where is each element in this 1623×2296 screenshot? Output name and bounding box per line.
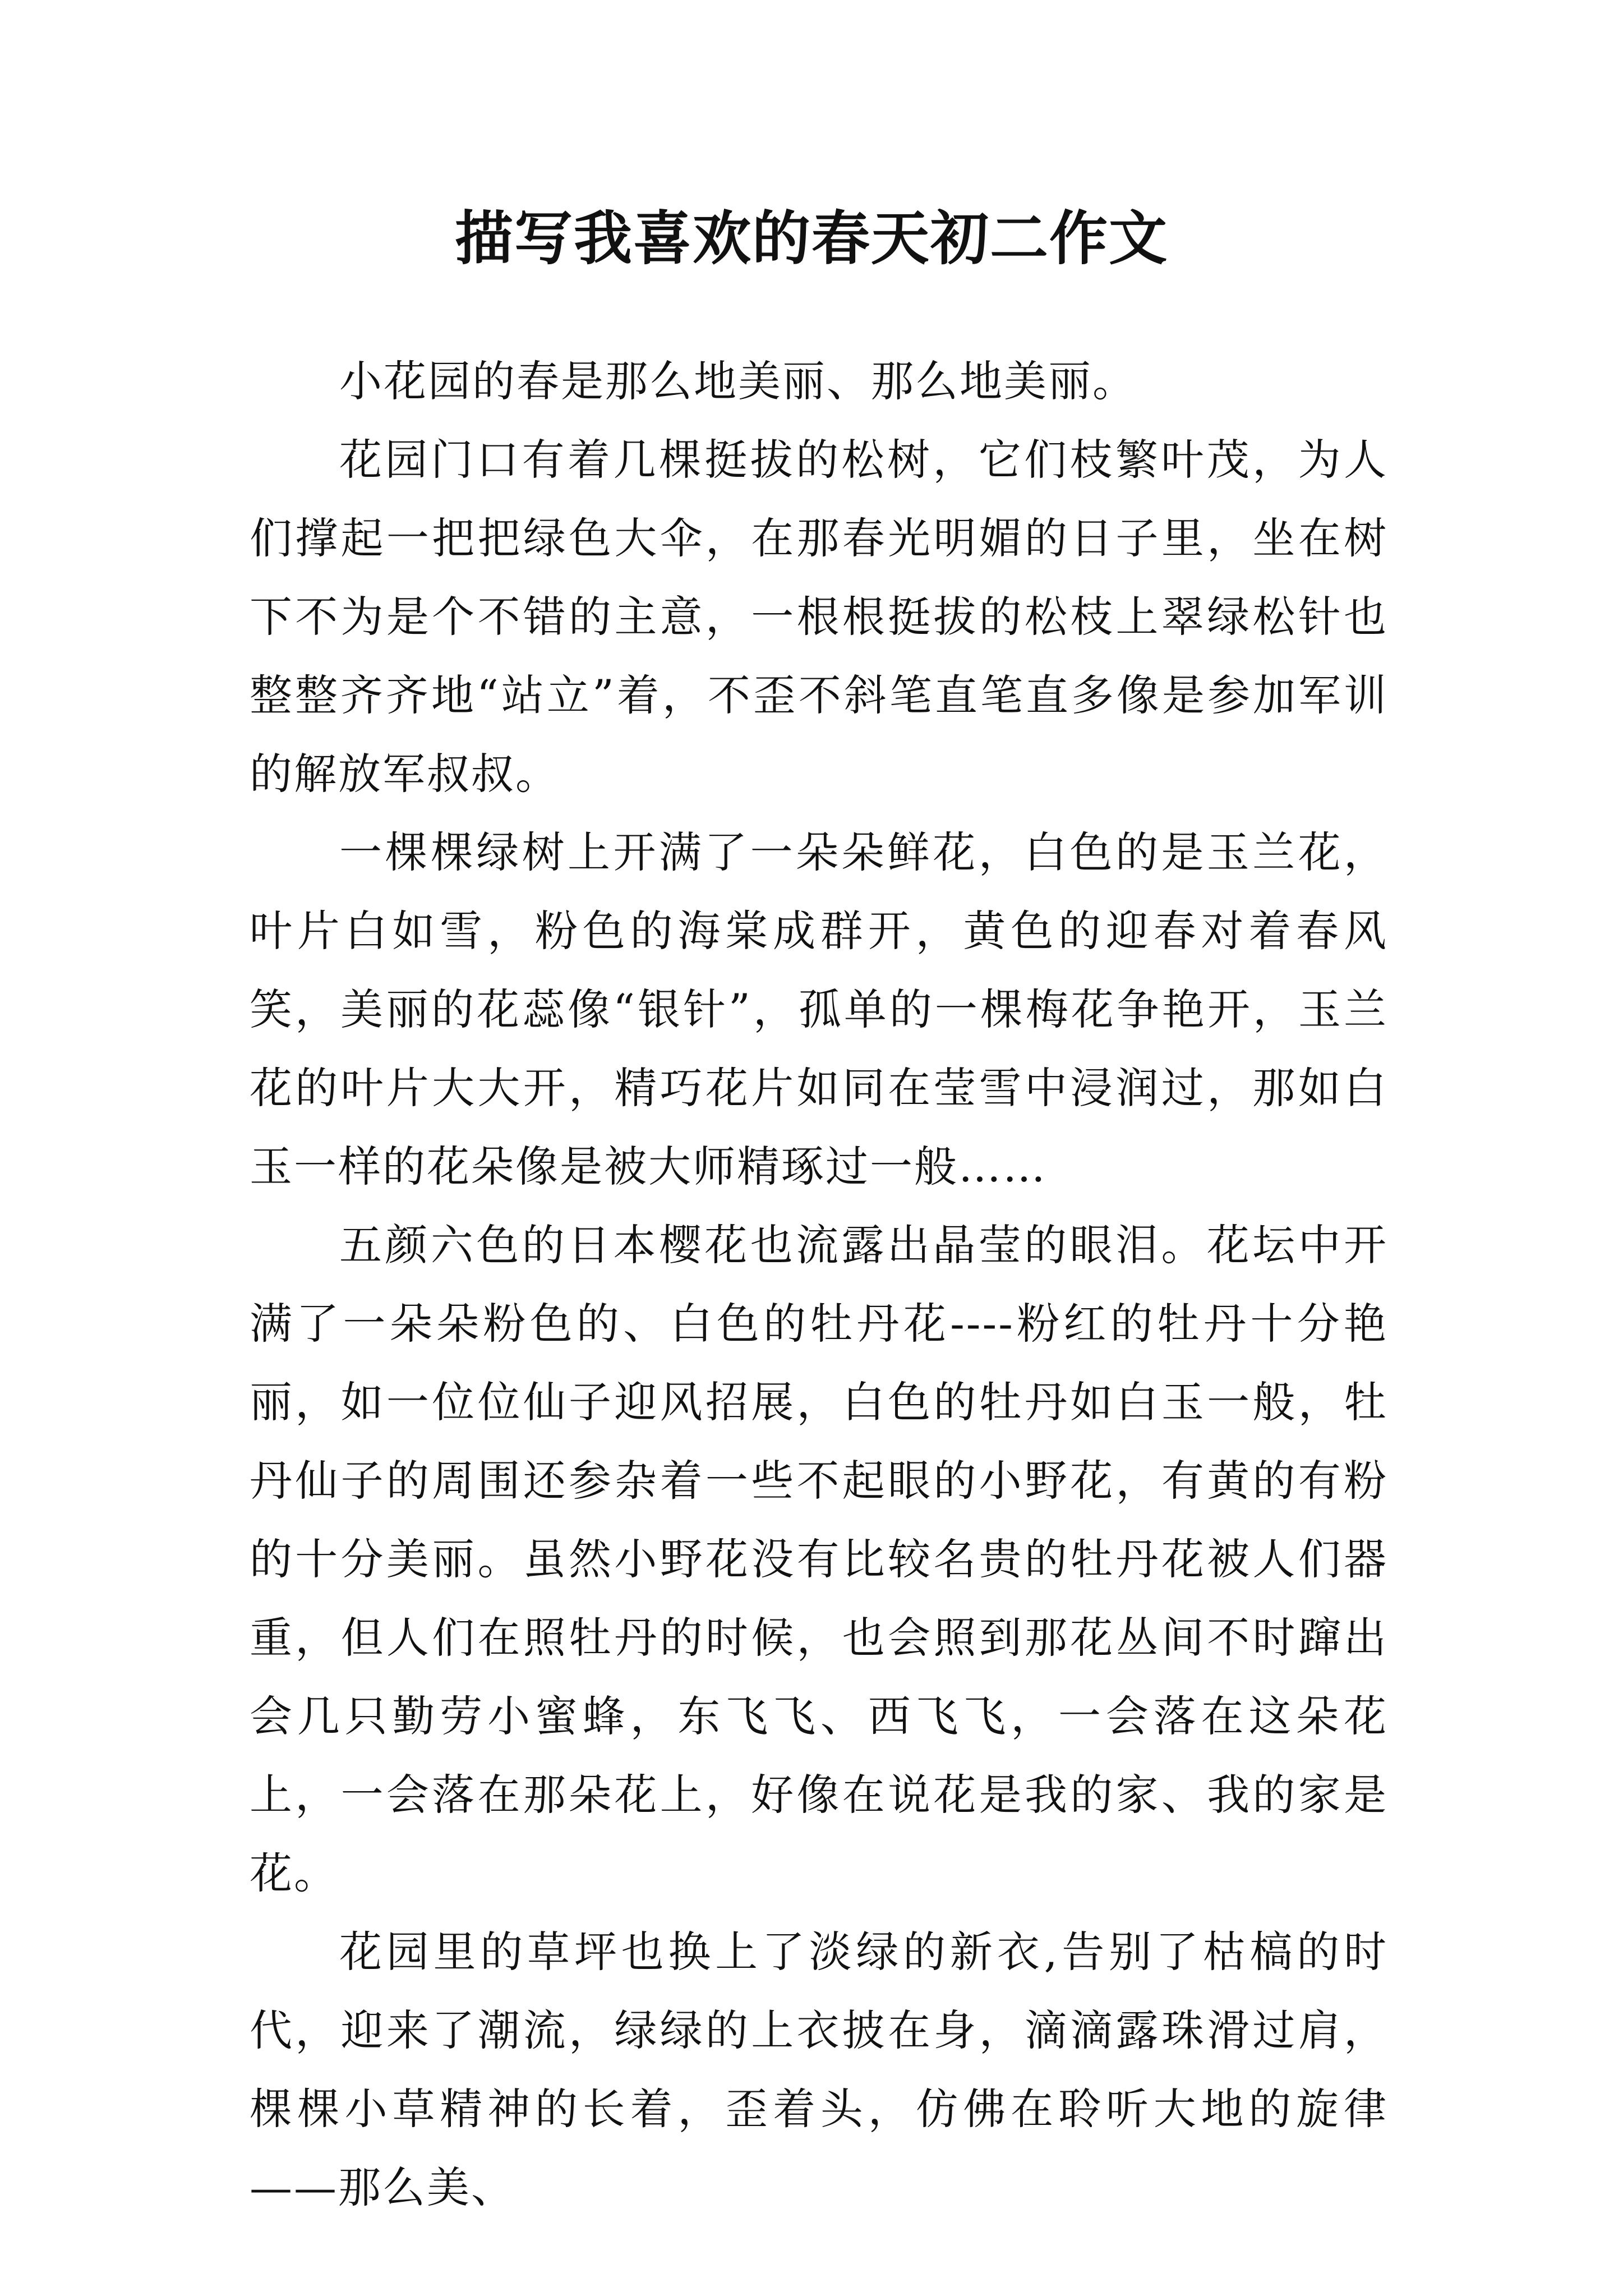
paragraph: 花园门口有着几棵挺拔的松树，它们枝繁叶茂，为人们撑起一把把绿色大伞，在那春光明媚的日子里，坐在树下不为是个不错的主意，一根根挺拔的松枝上翠绿松针也整整齐齐地“站立”着，不歪不斜笔直笔直多像是参加军训的解放军叔叔。 <box>250 435 1388 799</box>
document-body <box>250 342 1388 2227</box>
paragraph: 小花园的春是那么地美丽、那么地美丽。 <box>339 356 1137 406</box>
paragraph: 花园里的草坪也换上了淡绿的新衣,告别了枯槁的时代，迎来了潮流，绿绿的上衣披在身，滴滴露珠滑过肩，棵棵小草精神的长着，歪着头，仿佛在聆听大地的旋律——那么美、 <box>250 1927 1388 2212</box>
document-title: 描写我喜欢的春天初二作文 <box>454 204 1168 273</box>
paragraph: 一棵棵绿树上开满了一朵朵鲜花，白色的是玉兰花，叶片白如雪，粉色的海棠成群开，黄色的迎春对着春风笑，美丽的花蕊像“银针”，孤单的一棵梅花争艳开，玉兰花的叶片大大开，精巧花片如同在莹雪中浸润过，那如白玉一样的花朵像是被大师精琢过一般…… <box>250 827 1388 1191</box>
paragraph: 五颜六色的日本樱花也流露出晶莹的眼泪。花坛中开满了一朵朵粉色的、白色的牡丹花----粉红的牡丹十分艳丽，如一位位仙子迎风招展，白色的牡丹如白玉一般，牡丹仙子的周围还参杂着一些不起眼的小野花，有黄的有粉的十分美丽。虽然小野花没有比较名贵的牡丹花被人们器重，但人们在照牡丹的时候，也会照到那花丛间不时蹿出会几只勤劳小蜜蜂，东飞飞、西飞飞，一会落在这朵花上，一会落在那朵花上，好像在说花是我的家、我的家是花。 <box>250 1220 1388 1898</box>
